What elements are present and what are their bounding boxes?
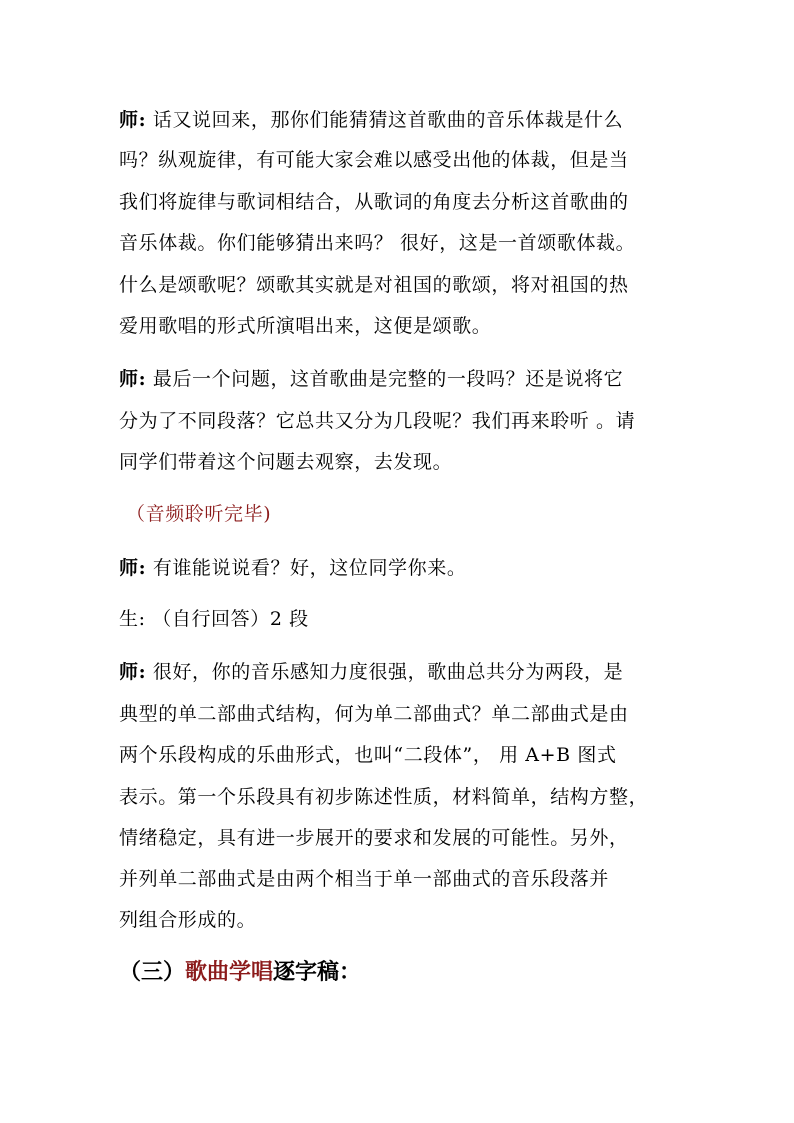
heading-suffix: 逐字稿： [273, 959, 362, 985]
p5-line-5: 情绪稳定，具有进一步展开的要求和发展的可能性。另外， [119, 827, 629, 849]
p1-line-5: 什么是颂歌呢？颂歌其实就是对祖国的歌颂，将对祖国的热 [119, 274, 629, 296]
p1-line-4: 音乐体裁。你们能够猜出来吗？ 很好，这是一首颂歌体裁。 [119, 232, 636, 254]
p2-text-1: 最后一个问题，这首歌曲是完整的一段吗？还是说将它 [152, 368, 624, 390]
p4-text: （自行回答）2 段 [152, 608, 309, 630]
heading-prefix: （三） [119, 959, 186, 985]
speaker-label: 师: [119, 557, 147, 579]
p3-text: 有谁能说说看？好，这位同学你来。 [152, 557, 467, 579]
p1-line-6: 爱用歌唱的形式所演唱出来，这便是颂歌。 [119, 315, 492, 337]
p2-line-1 [119, 366, 623, 392]
p1-text-1: 话又说回来，那你们能猜猜这首歌曲的音乐体裁是什么 [152, 109, 624, 131]
p4-line [119, 606, 309, 632]
p1-line-2: 吗？纵观旋律，有可能大家会难以感受出他的体裁，但是当 [119, 149, 629, 171]
p5-line-1 [119, 659, 623, 685]
p5-line-4: 表示。第一个乐段具有初步陈述性质，材料简单，结构方整， [119, 786, 649, 808]
p5-line-2: 典型的单二部曲式结构，何为单二部曲式？单二部曲式是由 [119, 703, 629, 725]
p5-text-1: 很好，你的音乐感知力度很强，歌曲总共分为两段，是 [152, 661, 624, 683]
heading-highlight: 歌曲学唱 [185, 959, 274, 985]
p2-line-3: 同学们带着这个问题去观察，去发现。 [119, 451, 453, 473]
p1-line-1 [119, 107, 623, 133]
p5-line-3: 两个乐段构成的乐曲形式，也叫“二段体”， 用 A+B 图式 [119, 744, 617, 766]
speaker-label: 师: [119, 368, 147, 390]
audio-note: （音频聆听完毕) [126, 503, 272, 525]
speaker-label: 生: [119, 608, 146, 630]
section-heading [119, 957, 361, 987]
p1-line-3: 我们将旋律与歌词相结合，从歌词的角度去分析这首歌曲的 [119, 191, 629, 213]
p5-line-6: 并列单二部曲式是由两个相当于单一部曲式的音乐段落并 [119, 868, 610, 890]
p5-line-7: 列组合形成的。 [119, 909, 257, 931]
p3-line [119, 555, 466, 581]
speaker-label: 师: [119, 661, 147, 683]
p2-line-2: 分为了不同段落？它总共又分为几段呢？我们再来聆听 。请 [119, 410, 636, 432]
speaker-label: 师: [119, 109, 147, 131]
